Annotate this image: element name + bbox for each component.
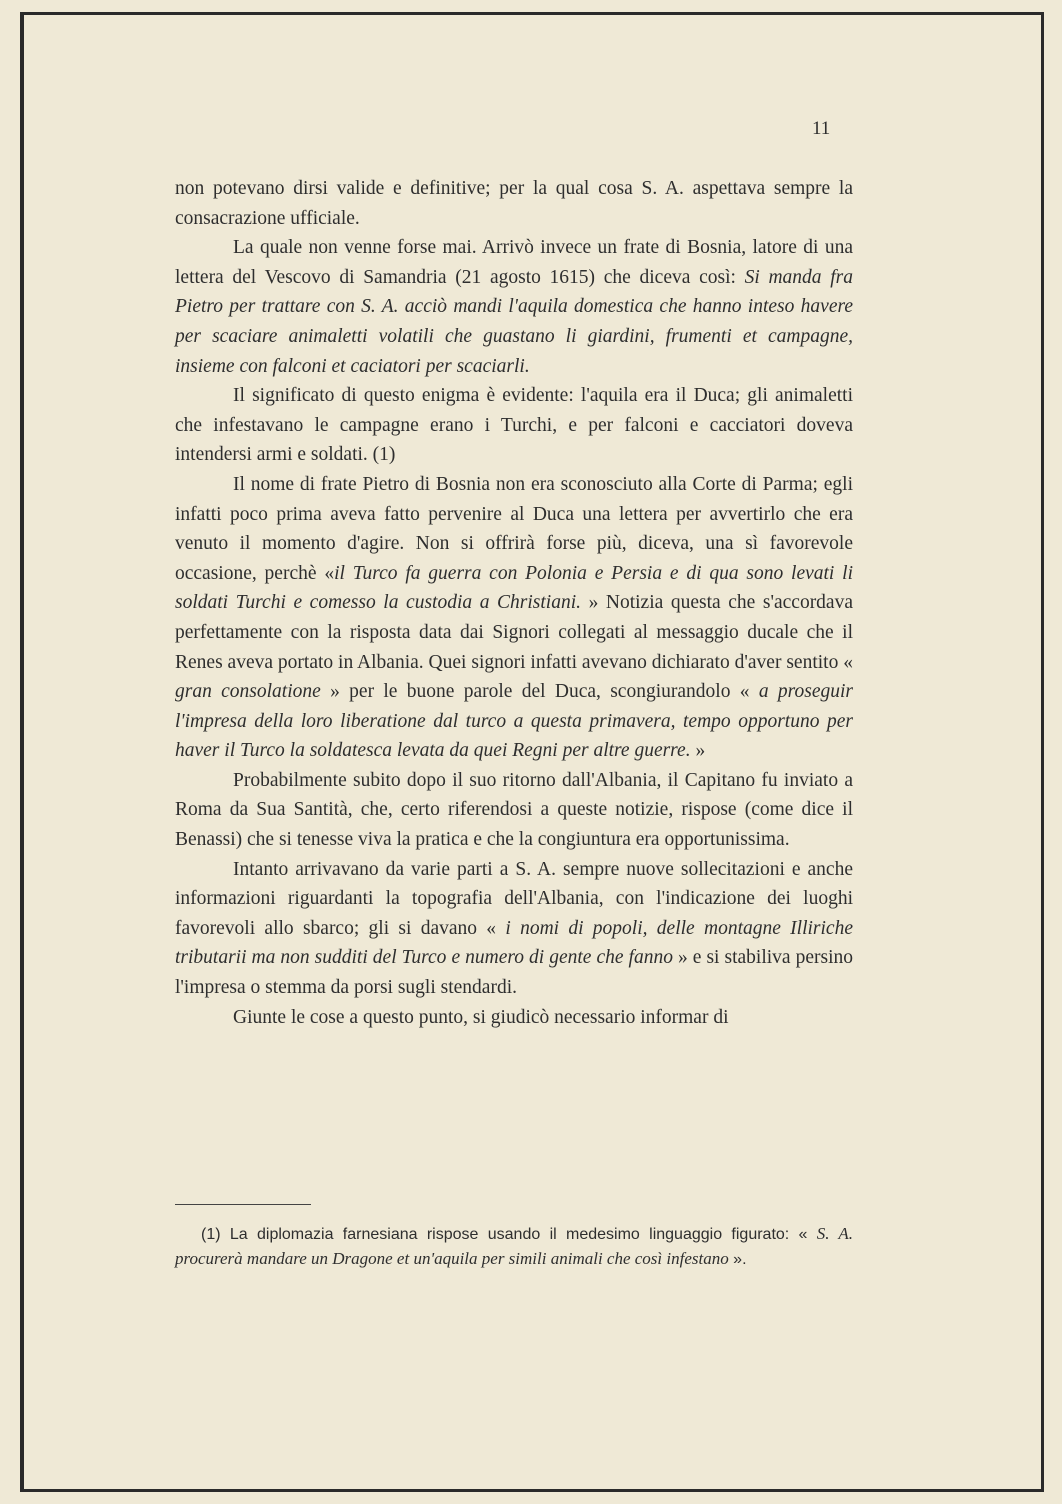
- paragraph: [175, 174, 853, 233]
- italic-text-run: S. A. procurerà mandare un Dragone et un'aquila per simili animali che così infestano: [175, 1224, 854, 1268]
- text-run: » per le buone parole del Duca, scongiurandolo «: [320, 681, 759, 703]
- italic-text-run: a proseguir l'impresa della loro liberatione dal turco a questa primavera, tempo opportuno per haver il Turco la soldatesca levata da quei Regni per altre guerre.: [175, 681, 854, 762]
- paragraph: [175, 381, 853, 470]
- text-run: (1) La diplomazia farnesiana rispose usando il medesimo linguaggio figurato: «: [201, 1226, 817, 1243]
- paragraph: [175, 1003, 853, 1033]
- text-run: La quale non venne forse mai. Arrivò invece un frate di Bosnia, latore di una lettera del Vescovo di Samandria (21 agosto 1615) che diceva così:: [175, 237, 853, 288]
- text-run: Intanto arrivavano da varie parti a S. A. sempre nuove sollecitazioni e anche informazioni riguardanti la topografia dell'Albania, con l'indicazione dei luoghi favorevoli allo sbarco; gli si davano «: [175, 858, 853, 939]
- text-run: ».: [728, 1251, 747, 1268]
- footnote: [175, 1222, 853, 1272]
- text-run: » Notizia questa che s'accordava perfettamente con la risposta data dai Signori collegati al messaggio ducale che il Renes aveva portato in Albania. Quei signori infatti avevano dichiarato d'aver sentito «: [175, 592, 853, 673]
- text-run: Il nome di frate Pietro di Bosnia non era sconosciuto alla Corte di Parma; egli infatti poco prima aveva fatto pervenire al Duca una lettera per avvertirlo che era venuto il momento d'agire. Non si offrirà forse più, diceva, una sì favorevole occasione, perchè «: [175, 473, 853, 584]
- text-run: Giunte le cose a questo punto, si giudicò necessario informar di: [233, 1006, 729, 1028]
- italic-text-run: il Turco fa guerra con Polonia e Persia e di qua sono levati li soldati Turchi e comesso la custodia a Christiani.: [175, 562, 853, 614]
- body-text: [175, 174, 853, 1032]
- text-run: » e si stabiliva persino l'impresa o stemma da porsi sugli stendardi.: [175, 947, 854, 999]
- text-run: »: [690, 740, 706, 762]
- page-number: 11: [812, 118, 831, 139]
- paragraph: [175, 855, 853, 1003]
- italic-text-run: Si manda fra Pietro per trattare con S. A. acciò mandi l'aquila domestica che hanno inteso havere per scaciare animaletti volatili che guastano li giardini, frumenti et campagne, insieme con falconi et caciatori per scaciarli.: [175, 266, 854, 377]
- paragraph: [175, 233, 853, 381]
- footnote-text: [175, 1222, 853, 1272]
- paragraph: [175, 470, 853, 766]
- italic-text-run: gran consolatione: [175, 681, 321, 703]
- text-run: non potevano dirsi valide e definitive; per la qual cosa S. A. aspettava sempre la consacrazione ufficiale.: [175, 178, 853, 229]
- italic-text-run: i nomi di popoli, delle montagne Illiriche tributarii ma non sudditi del Turco e numero di gente che fanno: [175, 917, 853, 969]
- footnote-separator: [175, 1204, 311, 1205]
- paragraph: [175, 766, 853, 855]
- text-run: Probabilmente subito dopo il suo ritorno dall'Albania, il Capitano fu inviato a Roma da Sua Santità, che, certo riferendosi a queste notizie, rispose (come dice il Benassi) che si tenesse viva la pratica e che la congiuntura era opportunissima.: [175, 769, 853, 851]
- text-run: Il significato di questo enigma è evidente: l'aquila era il Duca; gli animaletti che infestavano le campagne erano i Turchi, e per falconi e cacciatori doveva intendersi armi e soldati. (1): [175, 385, 853, 466]
